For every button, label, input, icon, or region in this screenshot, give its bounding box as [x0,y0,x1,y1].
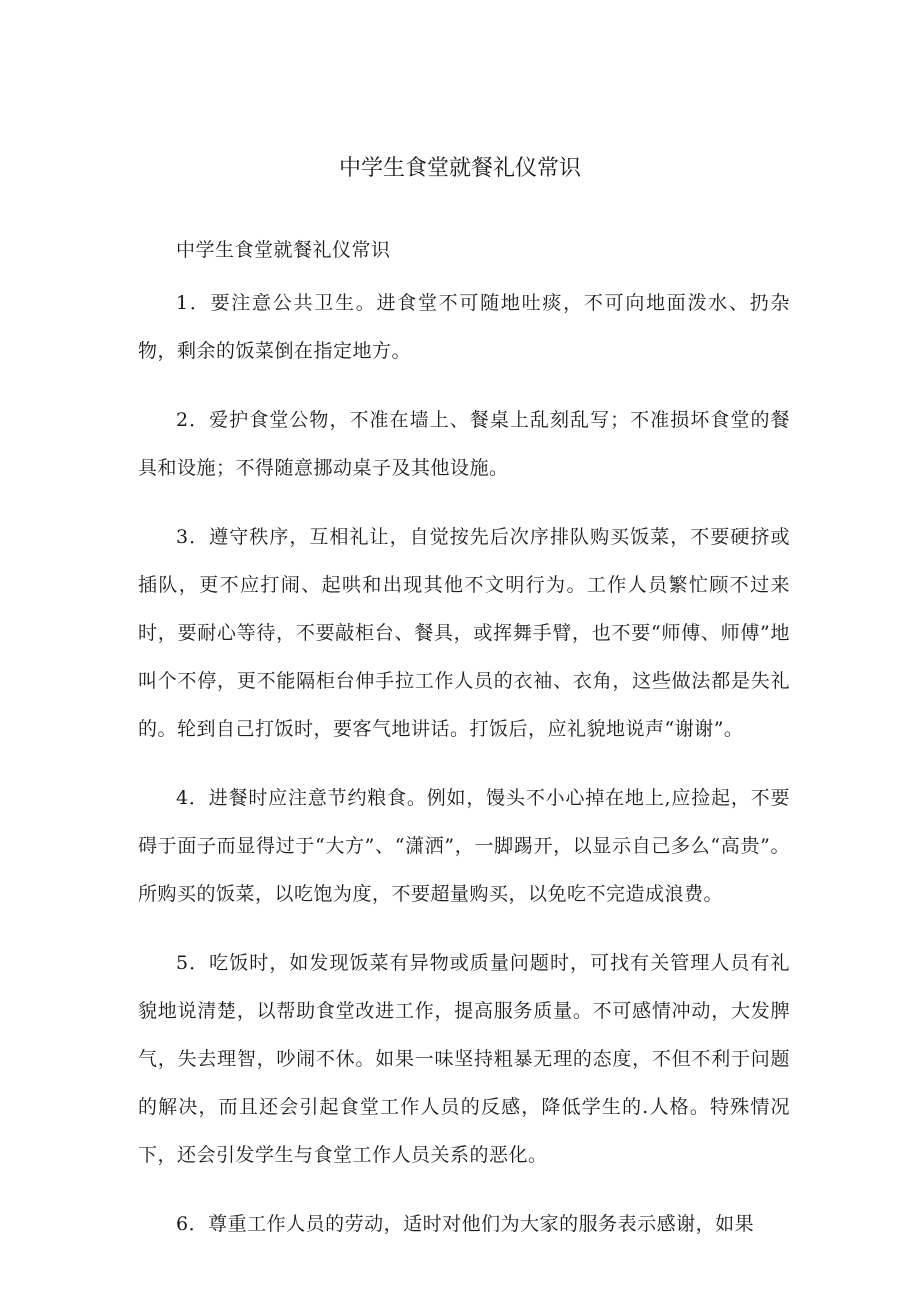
document-subtitle: 中学生食堂就餐礼仪常识 [176,239,391,261]
rule-paragraph-5: 5．吃饭时，如发现饭菜有异物或质量问题时，可找有关管理人员有礼貌地说清楚，以帮助食堂改进工作，提高服务质量。不可感情冲动，大发脾气，失去理智，吵闹不休。如果一味坚持粗暴无理的态度，不但不利于问题的解决，而且还会引起食堂工作人员的反感，降低学生的.人格。特殊情况下，还会引发学生与食堂工作人员关系的恶化。 [138,952,790,1166]
document-title: 中学生食堂就餐礼仪常识 [338,156,581,181]
rule-paragraph-1: 1．要注意公共卫生。进食堂不可随地吐痰，不可向地面泼水、扔杂物，剩余的饭菜倒在指定地方。 [138,292,790,362]
rule-paragraph-4: 4．进餐时应注意节约粮食。例如，馒头不小心掉在地上,应捡起，不要碍于面子而显得过于“大方”、“潇洒”，一脚踢开，以显示自己多么“高贵”。所购买的饭菜，以吃饱为度，不要超量购买，以免吃不完造成浪费。 [138,787,790,905]
rule-paragraph-2: 2．爱护食堂公物，不准在墙上、餐桌上乱刻乱写；不准损坏食堂的餐具和设施；不得随意挪动桌子及其他设施。 [138,409,790,479]
rule-paragraph-3: 3．遵守秩序，互相礼让，自觉按先后次序排队购买饭菜，不要硬挤或插队，更不应打闹、起哄和出现其他不文明行为。工作人员繁忙顾不过来时，要耐心等待，不要敲柜台、餐具，或挥舞手臂，也不要“师傅、师傅”地叫个不停，更不能隔柜台伸手拉工作人员的衣袖、衣角，这些做法都是失礼的。轮到自己打饭时，要客气地讲话。打饭后，应礼貌地说声“谢谢”。 [138,526,790,740]
document-body [138,226,790,1269]
rule-paragraph-6: 6．尊重工作人员的劳动，适时对他们为大家的服务表示感谢，如果 [176,1213,755,1235]
